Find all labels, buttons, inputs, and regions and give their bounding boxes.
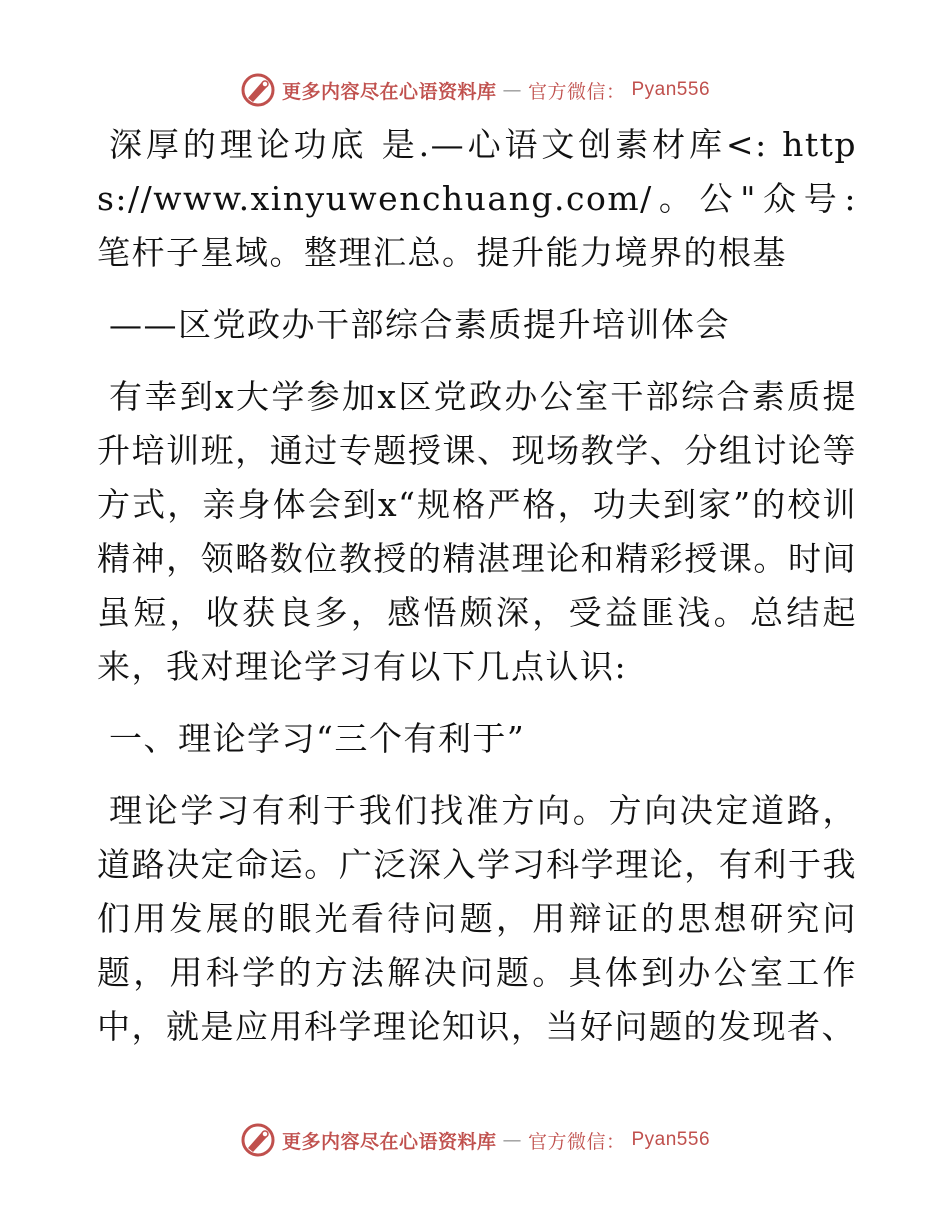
section-heading-1: 一、理论学习“三个有利于”	[109, 719, 526, 758]
brand-logo-icon	[240, 72, 276, 108]
banner-separator: —	[502, 1129, 522, 1151]
document-subtitle: ——区党政办干部综合素质提升培训体会	[109, 305, 730, 344]
banner-brand-text: 更多内容尽在心语资料库	[281, 1130, 497, 1153]
document-title-line: 深厚的理论功底 是.—心语文创素材库<: https://www.xinyuwenchuang.com/。公"众号: 笔杆子星域。整理汇总。提升能力境界的根基	[97, 125, 857, 272]
document-content	[97, 118, 857, 1054]
banner-wechat-id: Pyan556	[631, 79, 711, 100]
section-1-paragraph: 理论学习有利于我们找准方向。方向决定道路，道路决定命运。广泛深入学习科学理论，有利于我们用发展的眼光看待问题，用辩证的思想研究问题，用科学的方法解决问题。具体到办公室工作中，就是应用科学理论知识，当好问题的发现者、	[97, 791, 857, 1046]
banner-wechat-label: 官方微信：	[527, 80, 626, 103]
banner-brand-text: 更多内容尽在心语资料库	[281, 80, 497, 103]
intro-paragraph: 有幸到x大学参加x区党政办公室干部综合素质提升培训班，通过专题授课、现场教学、分组讨论等方式，亲身体会到x“规格严格，功夫到家”的校训精神，领略数位教授的精湛理论和精彩授课。时间虽短，收获良多，感悟颇深，受益匪浅。总结起来，我对理论学习有以下几点认识:	[97, 377, 857, 686]
header-banner	[0, 70, 950, 110]
brand-logo-icon	[240, 1122, 276, 1158]
banner-wechat-label: 官方微信：	[527, 1130, 626, 1153]
footer-banner	[0, 1120, 950, 1160]
banner-separator: —	[502, 79, 522, 101]
banner-wechat-id: Pyan556	[631, 1129, 711, 1150]
